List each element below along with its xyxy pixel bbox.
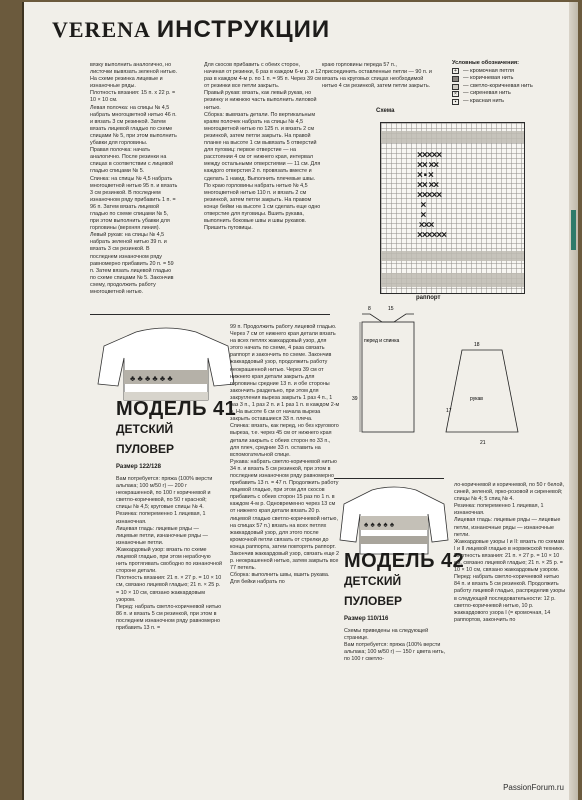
garment-schematic xyxy=(352,302,572,472)
dimension-label: 21 xyxy=(480,440,486,446)
sweater-41-illustration xyxy=(96,324,236,404)
chart-label: Схема xyxy=(376,108,395,114)
knitting-chart xyxy=(380,122,525,294)
model-42-instructions-cont: ло-коричневой и коричневой, по 50 г белой, синей, зеленой, ярко-розовой и сиреневой; спицы № 4; 5 спиц № 4. Резинка: попеременно 1 лицевая, 1 изнаночная. Лицевая гладь: лицевые ряды — лицевые петли, изнаночные ряды — изнаночные петли. Жаккардовые узоры I и II: вязать по схемам I и II лицевой гладью в норвежской технике. Плотность вязания: 21 п. × 27 р. = 10 × 10 см, связано лицевой гладью; 21 п. × 25 р. = 10 × 10 см, связано жаккардовым узором. Перед: набрать светло-коричневой нитью 84 п. и вязать 5 см резинкой. Продолжить работу лицевой гладью, распределив узоры в следующей последовательности: 12 р. светло-коричневой нитью, 10 р. жаккардового узора I (= кромочная, 14 раппортов, закончить по xyxy=(454,482,566,623)
dimension-label: 39 xyxy=(352,396,358,402)
edge-stitch-icon: + xyxy=(452,68,459,74)
svg-text:♣ ♣ ♣ ♣ ♣ ♣: ♣ ♣ ♣ ♣ ♣ ♣ xyxy=(130,374,173,383)
legend-item xyxy=(452,98,580,106)
section-divider xyxy=(334,478,444,479)
legend-item xyxy=(452,90,580,98)
legend-item xyxy=(452,75,580,83)
section-divider xyxy=(90,314,330,315)
instructions-column-1: вязку выполнить аналогично, но листочки вывязать зеленой нитью. На схеме резинка лицевые и изнаночные ряды. Плотность вязания: 15 п. х 22 р. = 10 × 10 см. Левая полочка: на спицы № 4,5 набрать многоцветной нитью 46 п. и вязать 3 см резинкой. Затем вязать лицевой гладью по схеме спицами № 5, при этом выполнить убавки для горловины. Правая полочка: начать аналогично. После резинки на спицах в соответствии с лицевой гладью спицами № 5. Спинка: на спицы № 4,5 набрать многоцветной нитью 95 п. и вязать 3 см резинкой. В последнем изнаночном ряду прибавить 1 п. = 96 п. Затем вязать лицевой гладью по схеме спицами № 5, при этом выполнить убавки для горловины (верхняя линия). Левый рукав: на спицы № 4,5 набрать зеленой нитью 39 п. и вязать 3 см резинкой. В последнем изнаночном ряду равномерно прибавить 20 п. = 59 п. Затем вязать лицевой гладью по схеме спицами № 5. Закончив схему, продолжить работу многоцветной нитью. xyxy=(90,62,178,295)
sweater-42-illustration xyxy=(336,484,452,556)
chart-motif: ××××× ×× ×× × ▪ × ×× ×× ××××× × × ××× ×××××× xyxy=(417,150,447,241)
section-title: ИНСТРУКЦИИ xyxy=(156,16,331,43)
model-41-subtitle: ДЕТСКИЙ xyxy=(116,422,174,436)
chart-band xyxy=(381,131,524,143)
dimension-label: 8 xyxy=(368,306,371,312)
legend-heading: Условные обозначения: xyxy=(452,60,520,66)
light-brown-yarn-icon xyxy=(452,84,459,90)
model-42-subtitle: ДЕТСКИЙ xyxy=(344,574,402,588)
magazine-page xyxy=(22,2,578,800)
lilac-yarn-icon: × xyxy=(452,91,459,97)
legend-text: — сиреневая нить xyxy=(463,90,511,97)
legend xyxy=(452,60,580,106)
chart-band xyxy=(381,273,524,287)
model-41-instructions: Вам потребуется: пряжа (100% версти альпака; 100 м/50 г) — 200 г неокрашенной, по 100 г коричневой и светло-коричневой, по 50 г красной; спицы № 4,5; круговые спицы № 4. Резинка: попеременно 1 лицевая, 1 изнаночная. Лицевая гладь: лицевые ряды — лицевые петли, изнаночные ряды — изнаночные петли. Жаккардовый узор: вязать по схеме лицевой гладью, при этом нерабочую нить протягивать свободно по изнаночной стороне детали. Плотность вязания: 21 п. × 27 р. = 10 × 10 см, связано лицевой гладью; 21 п. × 25 р. = 10 × 10 см, связано жаккардовым узором. Перед: набрать светло-коричневой нитью 86 п. и вязать 5 см резинкой, при этом в последнем изнаночном ряду равномерно прибавить 13 п. = xyxy=(116,476,222,631)
legend-text: — красная нить xyxy=(463,97,505,104)
schematic-label: перед и спинка xyxy=(364,338,400,344)
dimension-label: 15 xyxy=(388,306,394,312)
spine-tab xyxy=(571,210,576,250)
repeat-label: раппорт xyxy=(416,295,441,301)
model-41-instructions-cont: 99 п. Продолжить работу лицевой гладью. Через 7 см от нижнего края детали вязать на всех петлях жаккардовый узор, для этого начать по схеме, 4 раза связать раппорт и закончить по схеме. Закончив жаккардовый узор, продолжить работу неокрашенной нитью. Через 39 см от нижнего края детали закрыть для горловины средние 13 п. и обе стороны закончить раздельно, при этом для закругления выреза закрыть 1 раз 4 п., 1 раз 3 п., 1 раз 2 п. и 1 раз 1 п. в каждом 2-м р. На высоте 6 см от начала выреза закрыть оставшиеся 33 п. плеча. Спинка: вязать, как перед, но без кругового выреза, т.е. через 45 см от нижнего края детали закрыть с обеих сторон по 33 п., для плеч, средние 33 п. оставить на вспомогательной спице. Рукава: набрать светло-коричневой нитью 34 п. и вязать 5 см резинкой, при этом в последнем изнаночном ряду равномерно прибавить 13 п. = 47 п. Продолжить работу лицевой гладью, при этом для скосов прибавить с обеих сторон 15 раз по 1 п. в каждом 4-м р. Одновременно через 13 см от нижнего края детали вязать 20 р. лицевой гладью светло-коричневой нитью, на спицах 57 п.) вязать на всех петлях жаккардовый узор, для этого после кромочной петли связать от стрелки до конца раппорта, затем повторять раппорт. Закончив жаккардовый узор, связать еще 2 р. неокрашенной нитью, затем закрыть все 77 петель. Сборка: выполнить швы, вшить рукава. Для бейки набрать по xyxy=(230,324,340,586)
schematic-label: рукав xyxy=(470,396,483,402)
model-41-title: МОДЕЛЬ 41 xyxy=(116,398,237,420)
legend-item xyxy=(452,83,580,91)
instructions-column-2: Для скосов прибавить с обеих сторон, начиная от резинки, 6 раз в каждом 6-м р. и 12 раз в каждом 4-м р. по 1 п. = 95 п. Через 39 см от резинки все петли закрыть. Правый рукав: вязать, как левый рукав, но резинку и нижнюю часть выполнить лиловой нитью. Сборка: вывязать детали. По вертикальным краям полочек набрать на спицы № 4,5 многоцветной нитью по 125 п. и вязать 2 см резинкой, затем петли закрыть. На правой планке на высоте 1 см вывязать 5 отверстий для пуговиц: первое отверстие — на расстоянии 4 см от нижнего края, интервал между остальными отверстиями — 11 см. Для каждого отверстия 2 п. провязать вместе и сделать 1 накид. Выполнить плечевые швы. По краю горловины набрать нитью № 4,5 многоцветной нитью 110 п. и вязать 2 см резинкой, затем петли закрыть. На правом конце бейки на высоте 1 см сделать еще одно отверстие для пуговицы. Вшить рукава, выполнить боковые швы и швы рукавов. Пришить пуговицы. xyxy=(204,62,322,232)
watermark: PassionForum.ru xyxy=(503,783,564,792)
legend-text: — кромочная петля xyxy=(463,67,515,74)
model-42-title: МОДЕЛЬ 42 xyxy=(344,550,465,572)
dimension-label: 17 xyxy=(446,408,452,414)
brown-yarn-icon xyxy=(452,76,459,82)
red-yarn-icon: ▪ xyxy=(452,99,459,105)
chart-band xyxy=(381,251,524,261)
model-41-subtitle: ПУЛОВЕР xyxy=(116,442,175,456)
brand-name: VERENA xyxy=(52,17,151,42)
svg-text:♠ ♠ ♠ ♠ ♠: ♠ ♠ ♠ ♠ ♠ xyxy=(364,520,395,529)
legend-text: — светло-коричневая нить xyxy=(463,82,533,89)
model-42-subtitle: ПУЛОВЕР xyxy=(344,594,403,608)
model-42-instructions: Схемы приведены на следующей странице. Вам потребуется: пряжа (100% версти альпака; 100 м/50 г) — 150 г цвета нить, по 100 г светло- xyxy=(344,628,446,663)
instructions-column-3: краю горловины переда 57 п., присоединить оставленные петли — 90 п. и вязать на круговых спицах необходимой нитью 4 см резинкой, затем петли закрыть. xyxy=(322,62,432,90)
model-42-size: Размер 110/116 xyxy=(344,616,389,622)
legend-text: — коричневая нить xyxy=(463,75,514,82)
dimension-label: 18 xyxy=(474,342,480,348)
legend-item xyxy=(452,68,580,76)
model-41-size: Размер 122/128 xyxy=(116,464,161,470)
page-title xyxy=(52,16,330,44)
